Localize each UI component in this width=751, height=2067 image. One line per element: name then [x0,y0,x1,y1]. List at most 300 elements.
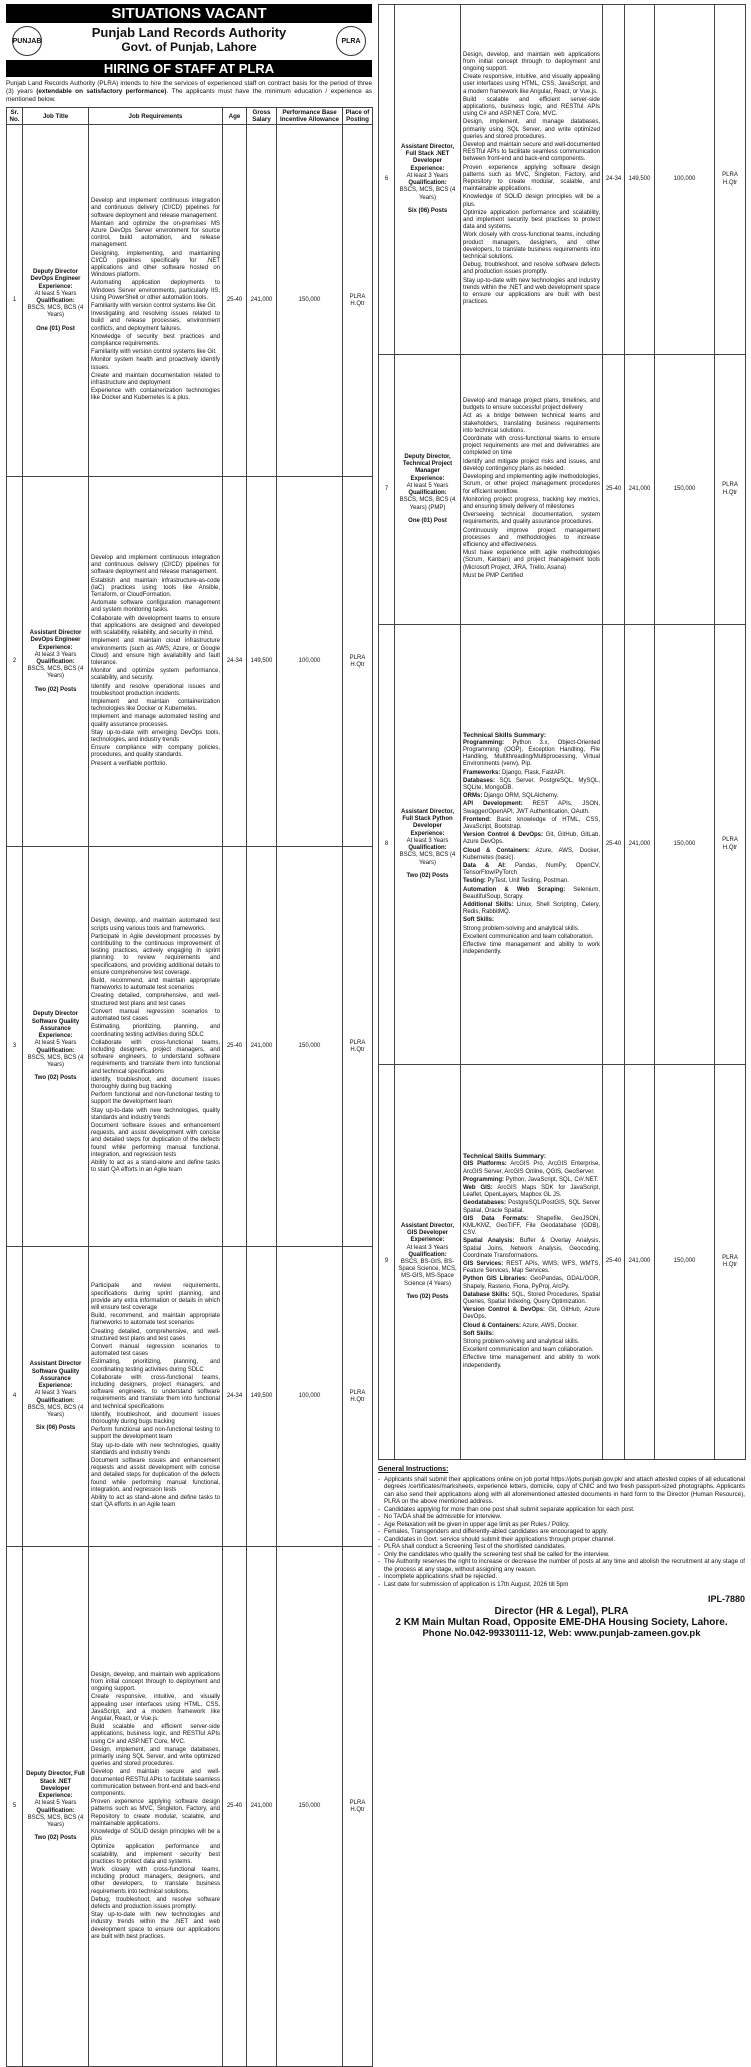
col-sr: Sr. No. [7,108,23,125]
qual-label: Qualification: [36,1047,75,1054]
qual-value: BSCS, MCS, BCS (4 Years) [27,1814,84,1828]
right-column [378,4,745,1639]
requirement-item: Knowledge of SOLID design principles will be a plus. [463,194,600,208]
skill-key: Programming: [463,1176,505,1183]
exp-label: Experience: [38,644,73,651]
requirement-item: Create responsive, intuitive, and visually appealing user interfaces using HTML, CSS, JavaScript, and a modern framework like Angular, React, or Vue.js. [91,1694,220,1722]
requirement-item: Establish and maintain infrastructure-as-code (IaC) practices using tools like Ansible, Terraform, or CloudFormation. [91,577,220,599]
requirement-item: Participate in Agile development processes by contributing to the continuous improvement of testing practices, actively engaging in sprint planning to review requirements and specifications, and providing additional details to ensure comprehensive test coverage. [91,933,220,976]
exp-value: At least 3 Years [406,1244,449,1251]
requirement-item: Build, recommend, and maintain appropriate frameworks to automate test scenarios [91,978,220,992]
skill-key: GIS Platforms: [463,1161,507,1168]
job-title-cell [23,1247,89,1547]
skill-value: ArcGIS Maps SDK for JavaScript, Leaflet, OpenLayers, Mapbox GL JS. [463,1184,600,1199]
skill-value: Shapefile, GeoJSON, KML/KMZ, GeoTIFF, File Geodatabase (GDB), CSV. [463,1215,600,1237]
intro-text: Punjab Land Records Authority (PLRA) intends to hire the services of experienced staff on contract basis for the period of three (3) years (extendable on satisfactory performance). The applicants must have the minimum education / experience as mentioned below. [6,80,372,103]
skill-value: REST APIs, JSON, Swagger/OpenAPI, JWT Authentication, OAuth. [463,801,601,815]
qual-value: BSCS, MCS, BCS (4 Years) [399,187,456,201]
skill-key: Databases: [463,777,496,784]
requirement-item: Collaborate with development teams to ensure that applications are designed and developed with scalability, reliability, and security in mind. [91,615,220,637]
posts-count: Two (02) Posts [406,1293,449,1300]
requirement-item: Design, implement, and manage databases, primarily using SQL Server, and write optimized queries and stored procedures. [91,1746,220,1768]
requirement-item: Debug, troubleshoot, and resolve software defects and production issues promptly. [91,1896,220,1911]
soft-skill-item: Strong problem-solving and analytical skills. [463,925,580,932]
table-row [7,125,373,477]
skill-value: Git, GitHub, GitLab, Azure DevOps. [463,832,600,846]
requirement-item: Design, implement, and manage databases, primarily using SQL Server, and write optimized queries and stored procedures. [463,119,600,140]
requirement-item: Stay up-to-date with emerging DevOps tools, technologies, and industry trends [91,729,220,743]
requirement-item: Investigating and resolving issues related to build and release processes, environment conflicts, and deployment failures. [91,311,220,332]
job-requirements [461,625,603,1065]
soft-skill-item: Excellent communication and team collaboration. [463,1347,594,1354]
plra-logo-icon: PLRA [336,26,366,56]
job-title: Assistant Director Software Quality Assurance [29,1361,82,1382]
job-place: PLRA H.Qtr [715,5,746,355]
job-place: PLRA H.Qtr [343,477,373,847]
requirement-item: Collaborate with cross-functional teams, including designers, project managers, and software engineers, to understand software requirements and translate them into functional and technical specifications [91,1039,220,1075]
requirement-item: Ensure compliance with company policies, procedures, and quality standards. [91,745,220,759]
qual-label: Qualification: [36,297,75,304]
exp-label: Experience: [410,830,445,837]
requirement-item: Document software issues and enhancement requests and assist development with concise and detailed steps for duplication of the defects found while performing manual functional, integration, and regression tests [91,1458,220,1493]
job-requirements [461,1065,603,1460]
exp-value: At least 5 Years [34,1800,77,1807]
footer-address: 2 KM Main Multan Road, Opposite EME-DHA Housing Society, Lahore. [395,1617,728,1628]
qual-label: Qualification: [36,1807,75,1814]
job-title: Assistant Director, Full Stack .NET Developer [400,144,455,165]
job-age: 24-34 [223,1247,247,1547]
skill-value: Django, Flask, FastAPI. [500,769,566,776]
job-place: PLRA H.Qtr [715,355,746,625]
exp-label: Experience: [410,475,445,482]
col-place: Place of Posting [343,108,373,125]
requirement-item: Ability to act as a stand-alone and define tasks to start QA efforts in an Agile team [91,1159,220,1174]
skill-value: SQL, Stored Procedures, Spatial Queries, Spatial Indexing, Query Optimization. [463,1291,600,1306]
qual-label: Qualification: [408,180,447,187]
qual-value: BSCS, MCS, BCS (4 Years) [27,1404,84,1418]
skill-value: Pandas, NumPy, OpenCV, TensorFlow/PyTorch [463,863,601,877]
skill-key: Geodatabases: [463,1200,507,1207]
job-allowance: 150,000 [277,1547,343,2067]
job-salary: 149,500 [247,1247,277,1547]
job-place: PLRA H.Qtr [715,1065,746,1460]
skill-key: Programming: [463,739,505,746]
job-age: 25-40 [223,847,247,1247]
org-name: Punjab Land Records Authority [91,25,287,40]
job-title: Assistant Director DevOps Engineer [29,630,82,644]
requirement-item: Knowledge of security best practices and compliance requirements. [91,333,220,348]
skill-item [463,740,600,769]
job-place: PLRA H.Qtr [715,625,746,1065]
instruction-item: - Age Relaxation will be given in upper age limit as per Rules / Policy. [378,1521,745,1529]
skill-key: Data & AI: [463,863,507,869]
exp-label: Experience: [38,1793,73,1800]
col-allowance: Performance Base Incentive Allowance [277,108,343,125]
col-salary: Gross Salary [247,108,277,125]
requirement-item: Stay up-to-date with new technologies, quality standards and industry trends [91,1442,220,1456]
job-salary: 241,000 [625,1065,655,1460]
requirement-item: Identify and mitigate project risks and issues, and develop contingency plans as needed. [463,458,600,472]
job-salary: 241,000 [247,847,277,1247]
skill-value: Selenium, BeautifulSoup, Scrapy. [463,886,600,900]
govt-name: Govt. of Punjab, Lahore [121,40,257,54]
hiring-banner: HIRING OF STAFF AT PLRA [6,60,372,77]
requirement-item: Present a verifiable portfolio. [91,760,168,767]
skill-value: Git, GitHub, Azure DevOps. [463,1307,600,1321]
instruction-item: - PLRA shall conduct a Screening Test of the shortlisted candidates. [378,1543,745,1551]
requirement-item: Identify, troubleshoot, and document issues thoroughly during bugs tracking [91,1411,220,1426]
job-age: 24-34 [223,477,247,847]
exp-value: At least 3 Years [406,172,449,179]
job-title: Assistant Director, GIS Developer [400,1222,455,1237]
exp-label: Experience: [410,165,445,172]
skill-item [463,1161,600,1175]
skill-item [463,1216,600,1238]
job-title-cell [395,355,461,625]
table-row [379,355,746,625]
skill-item [463,770,600,777]
requirement-item: Document software issues and enhancement requests, and assist development with concise and detailed steps for duplication of the defects found while performing manual functional, integration, and regression tests [91,1122,220,1158]
exp-value: At least 3 Years [406,837,449,844]
job-salary: 149,500 [625,5,655,355]
instruction-item: - Incomplete applications shall be rejected. [378,1573,745,1581]
job-requirements [461,5,603,355]
jobs-table-left [6,107,373,2067]
instruction-item: - Applicants shall submit their applications online on job portal https://jobs.punjab.gov.pk/ and attach attested copies of all educational degrees /certificates/marksheets, experience letters, domicile, copy of CNIC and two fresh passport-sized photographs. Applicants can also send their applications along with all aforementioned attested documents in hard form to the Director (Human Resource), PLRA on the above mentioned address. [378,1476,745,1506]
requirement-item: Build, recommend, and maintain appropriate frameworks to automate test scenarios [91,1313,220,1327]
requirement-item: Design, develop, and maintain web applications from initial concept through to deployment and ongoing support. [91,1671,220,1693]
general-instructions-list [378,1476,745,1589]
requirement-item: Debug, troubleshoot, and resolve software defects and production issues promptly. [463,262,600,276]
requirement-item: Continuously improve project management processes and methodologies to increase efficiency and effectiveness. [463,527,600,548]
posts-count: One (01) Post [408,517,447,524]
posts-count: Two (02) Posts [34,686,77,693]
requirement-item: Work closely with cross-functional teams, including product managers, designers, and other developers, to translate business requirements into technical solutions. [463,232,600,261]
requirement-item: Convert manual regression scenarios to automated test cases [91,1343,220,1358]
job-sr: 2 [7,477,23,847]
instruction-item: - Last date for submission of application is 17th August, 2026 till 5pm [378,1581,745,1589]
ipl-number: IPL-7880 [707,1594,745,1604]
general-instructions-title: General Instructions: [378,1466,449,1473]
skill-key: Soft Skills: [463,1330,495,1337]
exp-label: Experience: [38,1383,73,1390]
job-salary: 241,000 [247,1547,277,2067]
instruction-item: - Candidates applying for more than one post shall submit separate application for each post. [378,1506,745,1514]
job-sr: 7 [379,355,395,625]
job-place: PLRA H.Qtr [343,1247,373,1547]
skill-item [463,1238,600,1260]
job-allowance: 100,000 [277,477,343,847]
requirement-item: Creating detailed, comprehensive, and well-structured test plans and test cases [91,1328,220,1342]
skill-value: GeoPandas, GDAL/OGR, Shapely, Rasterio, Fiona, PyProj, ArcPy. [463,1276,600,1290]
skill-value: Python, JavaScript, SQL, C#/.NET. [504,1176,599,1183]
requirement-item: Perform functional and non-functional testing to support the development team [91,1427,220,1441]
instruction-item: - Females, Transgenders and differently-abled candidates are encouraged to apply. [378,1528,745,1536]
table-row [7,477,373,847]
requirement-item: Overseeing technical documentation, system requirements, and quality assurance procedures. [463,512,600,526]
skill-item [463,1185,600,1199]
skill-key: Web GIS: [463,1184,493,1191]
requirement-item: Automating application deployments to Windows Server environments, particularly IIS, Using PowerShell or other automation tools. [91,280,220,301]
skill-key: Cloud & Containers: [463,847,530,854]
job-title-cell [395,5,461,355]
job-place: PLRA H.Qtr [343,847,373,1247]
exp-value: At least 3 Years [34,1390,77,1397]
skill-key: Version Control & DevOps: [463,1307,545,1314]
skill-key: Cloud & Containers: [463,1322,521,1329]
soft-skill-item: Strong problem-solving and analytical skills. [463,1339,580,1346]
col-req: Job Requirements [89,108,223,125]
requirement-item: Develop and maintain secure and well-documented RESTful APIs to facilitate seamless communication between front-end and back-end components. [91,1769,220,1797]
requirement-item: Identify and resolve operational issues and troubleshoot production incidents. [91,683,220,697]
exp-label: Experience: [38,1033,73,1040]
skill-value: Azure, AWS, Docker, Kubernetes (basic). [463,847,600,861]
requirement-item: Estimating, prioritizing, planning, and coordinating testing activities during SDLC [91,1024,220,1038]
skill-item [463,902,600,916]
exp-value: At least 5 Years [34,1040,77,1047]
requirement-item: Designing, implementing, and maintaining CI/CD pipelines specifically for .NET applications and other software hosted on Windows platform. [91,250,220,279]
skill-value: PostgreSQL/PostGIS, SQL Server Spatial, Oracle Spatial. [463,1200,600,1214]
skills-summary-title: Technical Skills Summary: [463,1153,547,1161]
skill-key: ORMs: [463,793,483,800]
general-instructions [378,1466,745,1588]
soft-skill-item: Effective time management and ability to work independently. [463,1355,600,1369]
requirement-item: Optimize application performance and scalability, and implement security best practices to protect data and systems. [91,1844,220,1865]
job-sr: 8 [379,625,395,1065]
job-title: Deputy Director Software Quality Assurance [31,1011,80,1032]
soft-skill-item: Effective time management and ability to work independently. [463,942,600,956]
skill-item [463,1261,600,1275]
skill-value: ArcGIS Pro, ArcGIS Enterprise, ArcGIS Server, ArcGIS Online, QGIS, GeoServer. [463,1161,600,1175]
requirement-item: Proven experience applying software design patterns such as MVC, Singleton, Factory, and Repository to create modular, scalable, and maintainable applications. [91,1799,220,1827]
instruction-item: - Candidates in Govt. service should submit their applications through proper channel. [378,1536,745,1544]
col-age: Age [223,108,247,125]
qual-label: Qualification: [408,845,447,852]
left-column [6,4,372,1940]
job-title: Deputy Director, Technical Project Manager [402,454,453,475]
qual-value: BSCS, BS-GIS, BS-Space Science, MCS, MS-GIS, MS-Space Science (4 Years) [398,1259,457,1287]
skill-value: Basic knowledge of HTML, CSS, JavaScript, Bootstrap. [463,816,600,830]
requirement-item: Develop and implement continuous integration and continuous delivery (CI/CD) pipelines for software deployment and release management. [91,555,220,576]
skill-item [463,863,600,877]
punjab-govt-logo-icon: PUNJAB [12,26,42,56]
qual-value: BSCS, MCS, BCS (4 Years) [399,852,456,866]
requirement-item: Identify, troubleshoot, and document issues thoroughly during bug tracking [91,1076,220,1090]
requirement-item: Work closely with cross-functional teams, including product managers, designers, and other developers, to translate business requirements into technical solutions. [91,1867,220,1895]
skill-item [463,778,600,792]
requirement-item: Design, develop, and maintain automated test scripts using various tools and frameworks. [91,918,220,932]
skill-key: GIS Services: [463,1261,504,1267]
requirement-item: Design, develop, and maintain web applications from initial concept through to deployment and ongoing support. [463,51,600,72]
requirement-item: Proven experience applying software design patterns such as MVC, Singleton, Factory, and Repository to create modular, scalable, and maintainable applications. [463,164,600,193]
table-row [7,1247,373,1547]
qual-value: BSCS, MCS, BCS (4 Years) [27,666,84,680]
exp-value: At least 5 Years [34,290,77,297]
job-title-cell [23,1547,89,2067]
requirement-item: Develop and implement continuous integration and continuous delivery (CI/CD) pipelines for software deployment and release management. [91,198,220,219]
requirement-item: Implement and manage automated testing and quality assurance processes. [91,714,220,728]
skill-item [463,1200,600,1214]
job-allowance: 150,000 [277,847,343,1247]
job-requirements [89,1247,223,1547]
skill-item [463,801,600,815]
job-title: Assistant Director, Full Stack Python Developer [400,809,455,830]
instruction-item: - Only the candidates who qualify the screening test shall be called for the interview. [378,1551,745,1559]
skill-value: Python 3.x, Object-Oriented Programming (OOP), Exception Handling, File Handling, Multithreading/Multiprocessing, Virtual Environments (venv), Pip. [463,739,600,768]
instruction-item: - No TA/DA shall be admissible for interview. [378,1513,745,1521]
requirement-item: Build scalable and efficient server-side applications, business logic, and RESTful APIs using C# and ASP.NET Core, MVC. [91,1724,220,1745]
qual-label: Qualification: [408,1251,447,1258]
job-title-cell [395,1065,461,1460]
requirement-item: Implement and maintain containerization technologies like Docker or Kubernetes. [91,698,220,713]
job-place: PLRA H.Qtr [343,1547,373,2067]
jobs-right-body [379,5,746,1460]
job-allowance: 100,000 [277,1247,343,1547]
job-sr: 9 [379,1065,395,1460]
job-title-cell [23,847,89,1247]
job-salary: 241,000 [625,355,655,625]
qual-label: Qualification: [36,1397,75,1404]
job-place: PLRA H.Qtr [343,125,373,477]
jobs-left-body [7,125,373,2067]
skill-item [463,817,600,831]
table-row [379,625,746,1065]
job-sr: 3 [7,847,23,1247]
jobs-table-right [378,4,746,1460]
requirement-item: Familiarity with version control systems like Git. [91,349,217,356]
skill-item [463,1331,600,1338]
skill-item [463,887,600,901]
skill-key: Soft Skills: [463,917,495,924]
skill-value: Django ORM, SQLAlchemy. [482,793,559,800]
qual-value: BSCS, MCS, BCS (4 Years) [27,305,84,319]
skills-summary-title: Technical Skills Summary: [463,731,547,739]
job-allowance: 100,000 [655,5,715,355]
skill-item [463,1177,600,1184]
requirement-item: Optimize application performance and scalability, and implement security best practices to protect data and systems. [463,209,600,231]
posts-count: Six (06) Posts [35,1425,76,1432]
posts-count: Six (06) Posts [407,207,448,214]
skill-value: SQL Server, PostgreSQL, MySQL, SQLite, MongoDB. [463,777,600,791]
requirement-item: Develop and maintain secure and well-documented RESTful APIs to facilitate seamless communication between front-end and back-end components. [463,141,600,163]
skill-item [463,917,600,924]
qual-value: BSCS, MCS, BCS (4 Years) (PMP) [399,497,456,511]
requirement-item: Automate software configuration management and system monitoring tasks. [91,600,220,614]
footer-director: Director (HR & Legal), PLRA [494,1606,629,1617]
footer-contact [378,1606,745,1639]
job-sr: 4 [7,1247,23,1547]
job-requirements [461,355,603,625]
job-requirements [89,125,223,477]
job-age: 25-40 [603,1065,625,1460]
job-allowance: 150,000 [655,1065,715,1460]
requirement-item: Coordinate with cross-functional teams to ensure project requirements are met and deliverables are completed on time [463,436,600,457]
requirement-item: Experience with containerization technologies like Docker and Kubernetes is a plus. [91,388,220,402]
job-sr: 6 [379,5,395,355]
requirement-item: Collaborate with cross-functional teams, including designers, project managers, and software engineers, to understand software requirements and translate them into functional and technical specifications [91,1374,220,1410]
requirement-item: Create and maintain documentation related to infrastructure and deployment [91,372,220,387]
requirement-item: Convert manual regression scenarios to automated test cases [91,1008,220,1023]
job-salary: 149,500 [247,477,277,847]
table-row [379,1065,746,1460]
skill-value: Azure, AWS, Docker. [521,1322,579,1329]
skill-item [463,878,600,885]
job-age: 24-34 [603,5,625,355]
posts-count: Two (02) Posts [406,872,449,879]
job-sr: 5 [7,1547,23,2067]
skill-key: GIS Data Formats: [463,1215,529,1222]
skill-item [463,1307,600,1321]
qual-label: Qualification: [36,658,75,665]
skill-item [463,793,600,800]
requirement-item: Stay up-to-date with new technologies, quality standards and industry trends [91,1107,220,1121]
job-allowance: 150,000 [655,625,715,1065]
requirement-item: Implement and maintain cloud infrastructure environments (such as AWS, Azure, or Google Cloud) and ensure high availability and fault tolerance. [91,638,220,666]
job-title: Deputy Director DevOps Engineer [30,269,81,283]
skill-item [463,1292,600,1306]
skill-key: API Development: [463,801,523,808]
skill-key: Additional Skills: [463,902,514,909]
job-requirements [89,477,223,847]
exp-label: Experience: [38,283,73,290]
skill-value: Linux, Shell Scripting, Celery, Redis, RabbitMQ. [463,902,601,916]
skill-key: Testing: [463,878,486,885]
requirement-item: Perform functional and non-functional testing to support the development team [91,1092,220,1106]
requirement-item: Monitor system health and proactively identify issues. [91,357,220,371]
job-allowance: 150,000 [655,355,715,625]
job-title-cell [395,625,461,1065]
qual-label: Qualification: [408,490,447,497]
job-title-cell [23,477,89,847]
job-age: 25-40 [603,625,625,1065]
posts-count: One (01) Post [36,325,75,332]
skill-value: PyTest, Unit Testing, Postman. [485,878,569,885]
situations-vacant-banner: SITUATIONS VACANT [6,4,372,23]
skill-key: Python GIS Libraries: [463,1276,528,1283]
skill-item [463,1276,600,1290]
table-header-row [7,108,373,125]
job-requirements [89,847,223,1247]
skill-key: Database Skills: [463,1291,510,1298]
requirement-item: Act as a bridge between technical teams and stakeholders, translating business requirements into technical solutions. [463,413,600,434]
posts-count: Two (02) Posts [34,1835,77,1842]
requirement-item: Stay up-to-date with new technologies and industry trends within the .NET and web development space to ensure our applications are built with best practices. [463,277,600,306]
skill-key: Spatial Analysis: [463,1238,515,1245]
requirement-item: Maintain and optimize the on-premises MS Azure DevOps Server environment for source control, build automation, and release management. [91,220,220,249]
job-allowance: 150,000 [277,125,343,477]
job-title-cell [23,125,89,477]
exp-value: At least 5 Years [406,482,449,489]
skill-value: Buffer & Overlay Analysis, Spatial Joins, Network Analysis, Geocoding, Coordinate Transformations. [463,1238,600,1259]
requirement-item: Knowledge of SOLID design principles will be a plus [91,1829,220,1843]
skill-key: Frontend: [463,816,491,823]
job-age: 25-40 [223,125,247,477]
skill-item [463,848,600,862]
qual-value: BSCS, MCS, BCS (4 Years) [27,1054,84,1068]
skill-item [463,832,600,846]
table-row [7,1547,373,2067]
requirement-item: Must be PMP Certified [463,572,523,579]
exp-label: Experience: [410,1237,445,1244]
job-title: Deputy Director, Full Stack .NET Developer [26,1771,85,1792]
job-requirements [89,1547,223,2067]
requirement-item: Familiarity with version control systems like Git. [91,303,217,309]
requirement-item: Developing and implementing agile methodologies, Scrum, or other project management procedures for efficient workflow. [463,474,600,495]
job-sr: 1 [7,125,23,477]
skill-key: Frameworks: [463,769,501,776]
requirement-item: Build scalable and efficient server-side applications, business logic, and RESTful APIs using C# and ASP.NET Core, MVC. [463,96,600,118]
posts-count: Two (02) Posts [34,1075,77,1082]
